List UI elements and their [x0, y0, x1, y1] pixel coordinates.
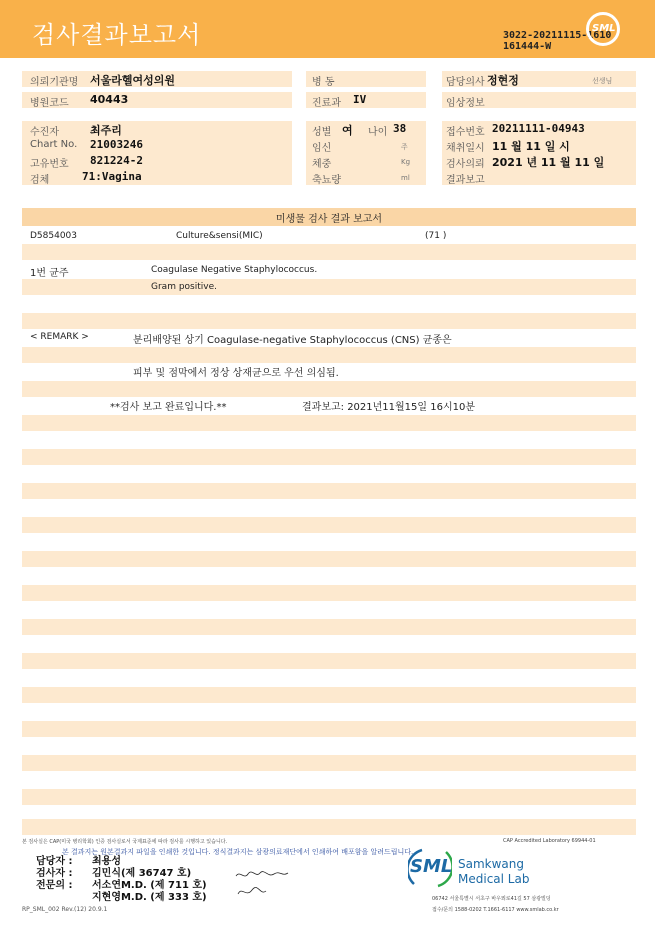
collect-value: 11 월 11 일 시: [492, 140, 570, 153]
notice-text: 본 결과지는 원본결과지 파일을 인쇄한 것입니다. 정식결과지는 삼광의료재단에서 인쇄하여 배포함을 알려드립니다.: [62, 848, 414, 856]
page-title: 검사결과보고서: [32, 21, 202, 49]
staff-value-3: 서소연M.D. (제 711 호): [92, 880, 207, 891]
sml-logo-icon: [586, 12, 620, 46]
id-value: 821224-2: [90, 154, 143, 167]
chart-value: 21003246: [90, 138, 143, 151]
request-label: 검사의뢰: [446, 159, 485, 170]
receipt-label: 접수번호: [446, 127, 485, 138]
remark-line1: 분리배양된 상기 Coagulase-negative Staphylococcus (CNS) 균종은: [133, 335, 452, 346]
weight-unit: Kg: [401, 158, 411, 166]
form-code: RP_SML_002 Rev.(12) 20.9.1: [22, 906, 108, 913]
pregnancy-unit: 주: [401, 143, 408, 151]
row-stripe: [22, 789, 636, 805]
sex-value: 여: [342, 124, 353, 137]
lab-address: 06742 서울특별시 서초구 바우뫼로41길 57 삼광빌딩: [432, 896, 551, 902]
row-stripe: [22, 313, 636, 329]
signature-icon: [232, 866, 292, 902]
remark-line2: 피부 및 점막에서 정상 상재균으로 우선 의심됨.: [133, 368, 339, 379]
header-logo-text: SML: [592, 23, 616, 34]
row-stripe: [22, 381, 636, 397]
request-value: 2021 년 11 월 11 일: [492, 156, 605, 169]
row-stripe: [22, 619, 636, 635]
row-stripe: [22, 279, 636, 295]
gram-stain: Gram positive.: [151, 282, 217, 292]
id-label: 고유번호: [30, 159, 69, 170]
accreditation-no: CAP Accredited Laboratory 69944-01: [503, 838, 596, 844]
row-stripe: [22, 585, 636, 601]
strain-label: 1번 균주: [30, 268, 69, 279]
row-stripe: [22, 449, 636, 465]
row-stripe: [22, 551, 636, 567]
row-stripe: [22, 244, 636, 260]
pregnancy-label: 임신: [312, 143, 332, 154]
row-stripe: [22, 483, 636, 499]
doctor-suffix: 선생님: [592, 77, 613, 85]
test-name: Culture&sensi(MIC): [176, 231, 263, 241]
lab-contact: 접수/문의 1588-0202 T.1661-6117 www.smlab.co.kr: [432, 907, 559, 913]
specimen-code: (71 ): [425, 231, 447, 241]
urine-unit: ml: [401, 174, 410, 182]
name-label: 수진자: [30, 127, 59, 138]
specimen-label: 검체: [30, 175, 50, 186]
row-stripe: [22, 721, 636, 737]
lab-logo-text: SML: [410, 856, 453, 877]
clinical-info-label: 임상정보: [446, 98, 485, 109]
urine-label: 축뇨량: [312, 175, 341, 186]
lab-name-line1: Samkwang: [458, 857, 524, 871]
result-report-label: 결과보고: [446, 175, 485, 186]
department-value: IV: [353, 93, 367, 106]
staff-label-3: 전문의 :: [36, 880, 73, 891]
hospital-code-label: 병원코드: [30, 98, 69, 109]
row-stripe: [22, 415, 636, 431]
row-stripe: [22, 687, 636, 703]
ward-label: 병 동: [312, 77, 335, 88]
row-stripe: [22, 819, 636, 835]
name-value: 최주리: [90, 124, 122, 137]
specimen-value: 71:Vagina: [82, 170, 142, 183]
department-label: 진료과: [312, 98, 341, 109]
section-title: 미생물 검사 결과 보고서: [275, 214, 383, 225]
institution-value: 서울라헬여성의원: [90, 74, 176, 87]
report-id-line2: 161444-W: [503, 41, 552, 52]
staff-label-2: 검사자 :: [36, 868, 73, 879]
lab-name-line2: Medical Lab: [458, 872, 530, 886]
chart-label: Chart No.: [30, 139, 78, 150]
hospital-code-value: 40443: [90, 93, 129, 106]
doctor-label: 담당의사: [446, 77, 485, 88]
sex-label: 성별: [312, 127, 332, 138]
remark-label: < REMARK >: [30, 332, 89, 342]
staff-value-2: 김민식(제 36747 호): [92, 868, 192, 879]
row-stripe: [22, 517, 636, 533]
staff-value-4: 지현영M.D. (제 333 호): [92, 892, 207, 903]
report-complete: **검사 보고 완료입니다.**: [110, 402, 227, 413]
weight-label: 체중: [312, 159, 332, 170]
test-code: D5854003: [30, 231, 78, 241]
staff-label-1: 담당자 :: [36, 856, 73, 867]
receipt-value: 20211111-04943: [492, 122, 585, 135]
report-time: 결과보고: 2021년11월15일 16시10분: [302, 402, 476, 413]
row-stripe: [22, 347, 636, 363]
row-stripe: [22, 653, 636, 669]
institution-label: 의뢰기관명: [30, 77, 79, 88]
patient-block-bg: [22, 121, 292, 185]
age-label: 나이: [368, 127, 388, 138]
report-id-line1: 3022-20211115-1610: [503, 30, 612, 41]
accreditation-note: 본 검사실은 CAP(미국 병리학회) 인증 검사실로서 국제표준에 따라 검사를 시행하고 있습니다.: [22, 839, 228, 845]
row-stripe: [22, 755, 636, 771]
collect-label: 채취일시: [446, 143, 485, 154]
strain-name: Coagulase Negative Staphylococcus.: [151, 265, 318, 275]
doctor-value: 정현정: [487, 74, 519, 87]
staff-value-1: 최용성: [92, 856, 121, 867]
age-value: 38: [393, 122, 407, 135]
